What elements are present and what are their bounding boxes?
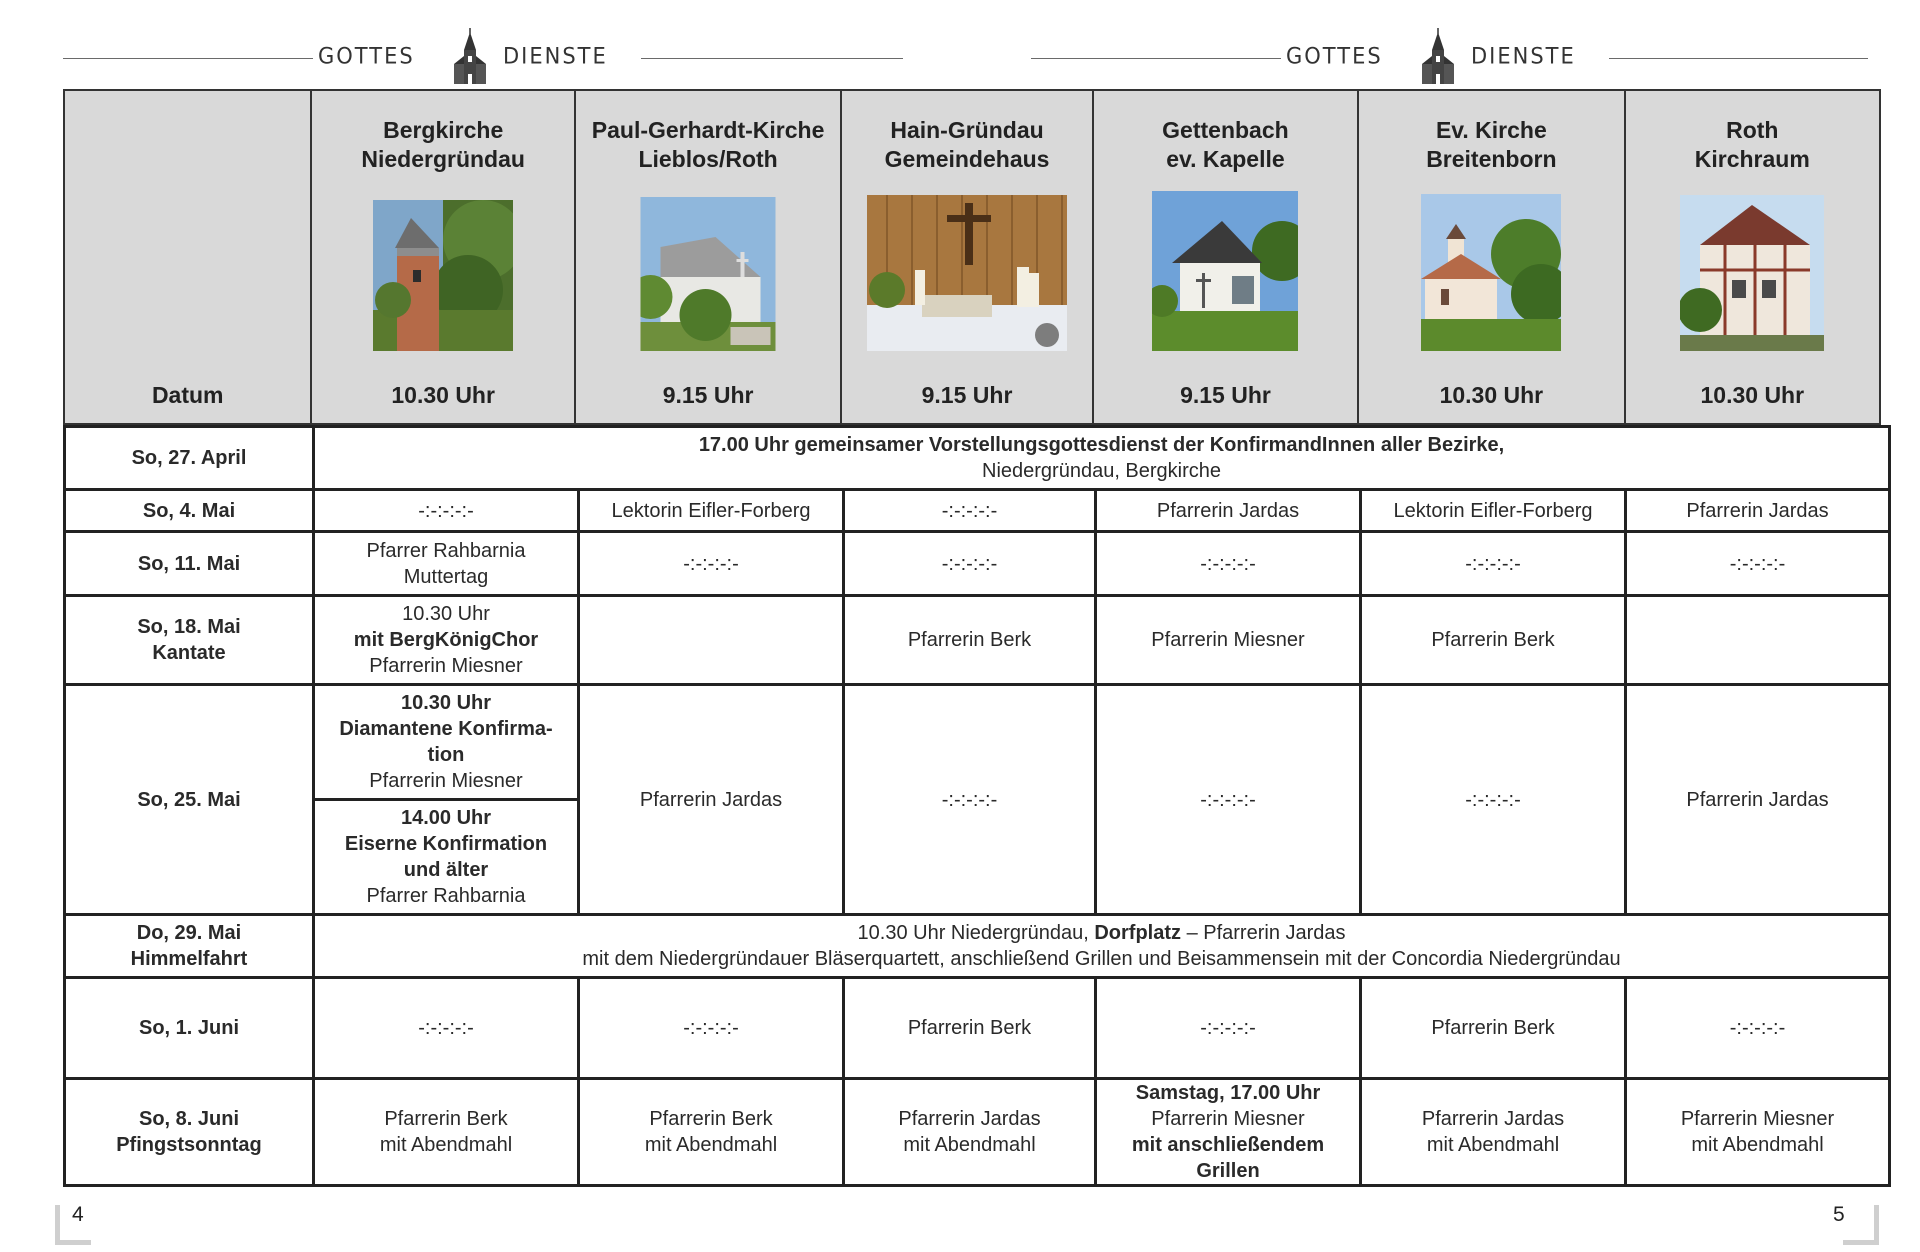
- church-name: [312, 116, 573, 174]
- church-building-photo: [641, 197, 776, 351]
- row-date: [65, 915, 314, 978]
- page-number-right: 5: [1833, 1203, 1845, 1226]
- table-row: [65, 978, 1890, 1079]
- church-name-line: Roth: [1726, 117, 1779, 143]
- church-name: [1359, 116, 1623, 174]
- text-span: Dorfplatz: [1094, 922, 1182, 944]
- service-line: Pfarrerin Miesner: [1680, 1108, 1835, 1130]
- service-line: mit Abendmahl: [1691, 1134, 1824, 1156]
- banner-word-dienste: DIENSTE: [503, 43, 608, 69]
- service-line: Pfarrer Rahbarnia: [366, 539, 526, 562]
- service-cell: Pfarrerin Jardas: [1096, 490, 1361, 532]
- banner-right: [1031, 40, 1868, 80]
- service-cell: -:-:-:-:-: [1361, 532, 1626, 596]
- table-row: [65, 490, 1890, 532]
- service-time: 10.30 Uhr: [391, 382, 495, 408]
- service-line: Pfarrerin Jardas: [1421, 1108, 1565, 1130]
- church-name: [576, 116, 840, 174]
- altar-crucifix-photo: [867, 195, 1067, 351]
- service-cell: -:-:-:-:-: [1096, 978, 1361, 1079]
- service-line: Pfarrerin Miesner: [1151, 1108, 1305, 1130]
- service-cell: -:-:-:-:-: [844, 685, 1096, 915]
- row-date: So, 4. Mai: [65, 490, 314, 532]
- date-line: Do, 29. Mai: [136, 922, 242, 944]
- service-line: Pfarrer Rahbarnia: [366, 885, 526, 907]
- service-cell: Pfarrerin Jardas: [1626, 685, 1890, 915]
- service-cell: [844, 1079, 1096, 1186]
- service-cell: -:-:-:-:-: [1361, 685, 1626, 915]
- service-line: [319, 920, 1884, 946]
- row-date: So, 25. Mai: [65, 685, 314, 915]
- service-line: Samstag, 17.00 Uhr: [1135, 1082, 1321, 1104]
- service-time: 10.30 Uhr: [1700, 382, 1805, 408]
- service-line: mit BergKönigChor: [353, 629, 539, 651]
- church-name-line: Lieblos/Roth: [638, 146, 778, 172]
- service-cell: [314, 685, 579, 800]
- service-line: 14.00 Uhr: [400, 807, 492, 829]
- church-icon: [1418, 28, 1458, 88]
- schedule-header: [63, 89, 1881, 425]
- service-line: Pfarrerin Berk: [384, 1108, 508, 1130]
- service-cell: [1626, 596, 1890, 685]
- date-line: Himmelfahrt: [130, 948, 248, 970]
- service-cell: [579, 596, 844, 685]
- header-church-roth: [1626, 91, 1879, 423]
- church-name-line: Gemeindehaus: [884, 146, 1050, 172]
- service-cell: [314, 532, 579, 596]
- service-cell: Pfarrerin Miesner: [1096, 596, 1361, 685]
- service-line: und älter: [403, 859, 489, 881]
- date-line: So, 18. Mai: [137, 616, 241, 638]
- service-line: 10.30 Uhr: [402, 603, 490, 625]
- service-time: 9.15 Uhr: [662, 382, 754, 408]
- service-cell: [1626, 1079, 1890, 1186]
- row-date: [65, 1079, 314, 1186]
- service-line: mit Abendmahl: [379, 1134, 513, 1156]
- schedule-table: [63, 425, 1891, 1187]
- church-name-line: Kirchraum: [1694, 146, 1810, 172]
- church-name-line: Breitenborn: [1426, 146, 1557, 172]
- church-icon: [450, 28, 490, 88]
- row-date: So, 1. Juni: [65, 978, 314, 1079]
- service-cell: Pfarrerin Berk: [1361, 978, 1626, 1079]
- table-row: [65, 685, 1890, 800]
- service-line: Niedergründau, Bergkirche: [982, 460, 1222, 482]
- table-row: [65, 915, 1890, 978]
- merged-service-cell: [314, 427, 1890, 490]
- service-cell: [1096, 1079, 1361, 1186]
- service-line: Muttertag: [403, 565, 489, 588]
- church-name-line: Hain-Gründau: [890, 117, 1044, 143]
- stone-church-tower-photo: [373, 200, 513, 351]
- header-church-paul-gerhardt: [576, 91, 842, 423]
- chapel-photo: [1152, 191, 1298, 351]
- service-cell: [314, 1079, 579, 1186]
- service-line: mit Abendmahl: [1426, 1134, 1560, 1156]
- row-date: So, 27. April: [65, 427, 314, 490]
- service-time: 9.15 Uhr: [921, 382, 1013, 408]
- service-line: Pfarrerin Jardas: [898, 1108, 1041, 1130]
- merged-service-cell: [314, 915, 1890, 978]
- service-cell: [314, 800, 579, 915]
- service-cell: -:-:-:-:-: [579, 532, 844, 596]
- church-name: [842, 116, 1091, 174]
- service-cell: -:-:-:-:-: [1096, 685, 1361, 915]
- banner-rule: [641, 58, 903, 59]
- header-church-bergkirche: [312, 91, 575, 423]
- datum-label: Datum: [151, 382, 224, 408]
- church-name-line: Ev. Kirche: [1435, 117, 1547, 143]
- small-church-photo: [1421, 194, 1561, 351]
- service-line: Diamantene Konfirma-: [339, 718, 553, 740]
- banner-word-dienste: DIENSTE: [1471, 43, 1576, 69]
- service-cell: -:-:-:-:-: [314, 490, 579, 532]
- banner-word-gottes: GOTTES: [318, 43, 415, 69]
- header-church-hain-gruendau: [842, 91, 1093, 423]
- service-cell: [1361, 1079, 1626, 1186]
- church-name-line: Paul-Gerhardt-Kirche: [591, 117, 825, 143]
- church-name: [1094, 116, 1357, 174]
- row-date: [65, 596, 314, 685]
- service-line: 17.00 Uhr gemeinsamer Vorstellungsgottesdienst der KonfirmandInnen aller Bezirke,: [698, 434, 1505, 456]
- banner-word-gottes: GOTTES: [1286, 43, 1383, 69]
- service-cell: Pfarrerin Jardas: [1626, 490, 1890, 532]
- service-cell: -:-:-:-:-: [1626, 978, 1890, 1079]
- corner-mark-right: [1843, 1205, 1879, 1245]
- header-church-gettenbach: [1094, 91, 1359, 423]
- banner-rule: [63, 58, 313, 59]
- date-line: So, 8. Juni: [138, 1108, 240, 1130]
- service-cell: -:-:-:-:-: [579, 978, 844, 1079]
- page-number-left: 4: [72, 1203, 84, 1226]
- service-cell: -:-:-:-:-: [844, 490, 1096, 532]
- church-name-line: Gettenbach: [1162, 117, 1289, 143]
- table-row: [65, 532, 1890, 596]
- text-span: 10.30 Uhr Niedergründau,: [857, 922, 1095, 944]
- service-cell: Pfarrerin Berk: [844, 978, 1096, 1079]
- service-line: mit dem Niedergründauer Bläserquartett, anschließend Grillen und Beisammensein mit der Concordia Niedergründau: [582, 948, 1621, 970]
- service-line: mit Abendmahl: [903, 1134, 1036, 1156]
- header-datum-cell: [65, 91, 312, 423]
- service-cell: Pfarrerin Jardas: [579, 685, 844, 915]
- banner-left: [63, 40, 903, 80]
- service-line: mit anschließendem: [1131, 1134, 1325, 1156]
- service-cell: Pfarrerin Berk: [844, 596, 1096, 685]
- service-line: Pfarrerin Berk: [649, 1108, 773, 1130]
- service-line: Grillen: [1196, 1160, 1260, 1182]
- service-schedule: [63, 89, 1889, 1187]
- church-name-line: ev. Kapelle: [1166, 146, 1285, 172]
- service-cell: -:-:-:-:-: [314, 978, 579, 1079]
- date-line: Pfingstsonntag: [116, 1134, 262, 1156]
- service-line: 10.30 Uhr: [400, 692, 492, 714]
- service-cell: -:-:-:-:-: [844, 532, 1096, 596]
- table-row: [65, 596, 1890, 685]
- table-row: [65, 1079, 1890, 1186]
- service-time: 10.30 Uhr: [1439, 382, 1544, 408]
- text-span: – Pfarrerin Jardas: [1181, 922, 1346, 944]
- table-row: [65, 427, 1890, 490]
- banner-rule: [1609, 58, 1868, 59]
- service-cell: Lektorin Eifler-Forberg: [579, 490, 844, 532]
- service-line: mit Abendmahl: [644, 1134, 778, 1156]
- service-cell: Lektorin Eifler-Forberg: [1361, 490, 1626, 532]
- church-name-line: Bergkirche: [383, 117, 504, 143]
- service-time: 9.15 Uhr: [1180, 382, 1271, 408]
- service-line: tion: [427, 744, 465, 766]
- banner-rule: [1031, 58, 1281, 59]
- timber-house-photo: [1680, 195, 1824, 351]
- date-line: Kantate: [152, 642, 226, 664]
- service-cell: -:-:-:-:-: [1626, 532, 1890, 596]
- header-church-breitenborn: [1359, 91, 1625, 423]
- row-date: So, 11. Mai: [65, 532, 314, 596]
- service-cell: -:-:-:-:-: [1096, 532, 1361, 596]
- service-line: Eiserne Konfirmation: [344, 833, 548, 855]
- service-line: Pfarrerin Miesner: [369, 655, 523, 677]
- service-cell: [579, 1079, 844, 1186]
- service-cell: [314, 596, 579, 685]
- service-cell: Pfarrerin Berk: [1361, 596, 1626, 685]
- church-name-line: Niedergründau: [361, 146, 525, 172]
- church-name: [1626, 116, 1879, 174]
- service-line: Pfarrerin Miesner: [369, 770, 523, 792]
